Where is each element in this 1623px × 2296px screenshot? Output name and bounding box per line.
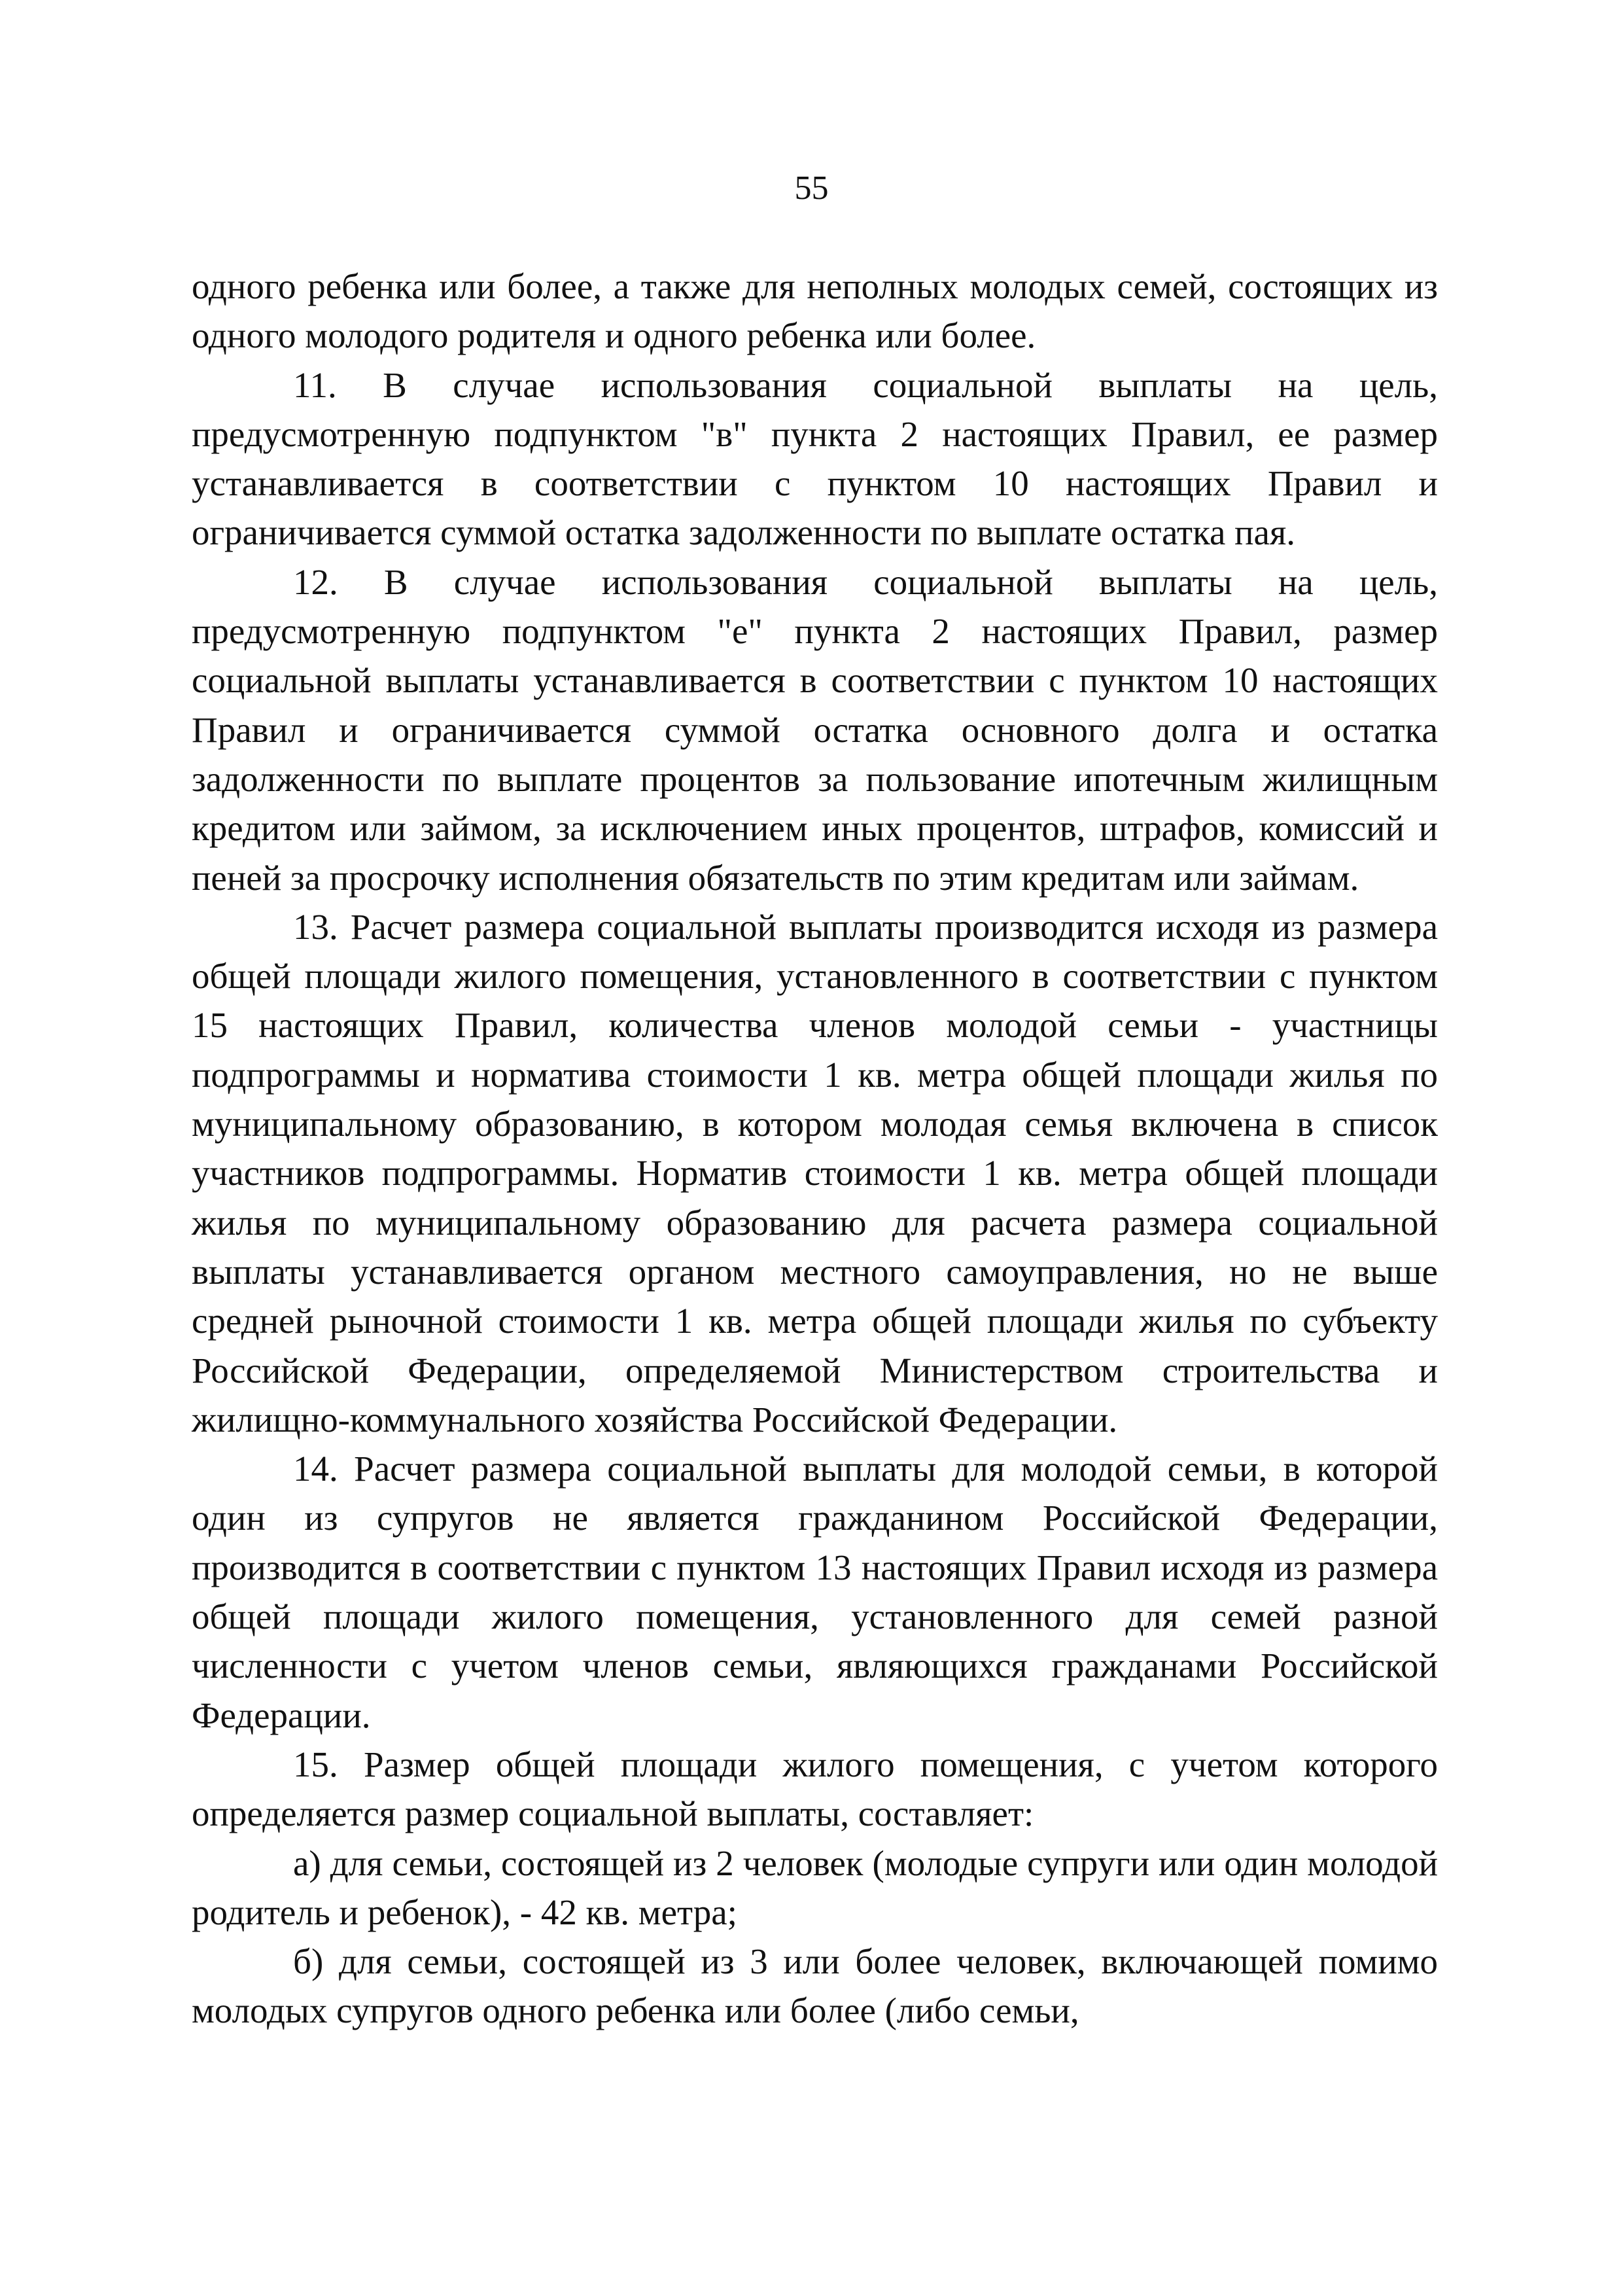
- paragraph-item-15: 15. Размер общей площади жилого помещения, с учетом которого определяется размер социальной выплаты, составляет:: [192, 1744, 1438, 1834]
- document-body: [192, 262, 1438, 2036]
- paragraph-item-14: 14. Расчет размера социальной выплаты для молодой семьи, в которой один из супругов не является гражданином Российской Федерации, производится в соответствии с пунктом 13 настоящих Правил исходя из размера общей площади жилого помещения, установленного для семей разной численности с учетом членов семьи, являющихся гражданами Российской Федерации.: [192, 1449, 1438, 1735]
- paragraph-item-11: 11. В случае использования социальной выплаты на цель, предусмотренную подпунктом "в" пункта 2 настоящих Правил, ее размер устанавливается в соответствии с пунктом 10 настоящих Правил и ограничивается суммой остатка задолженности по выплате остатка пая.: [192, 364, 1438, 553]
- paragraph-item-12: 12. В случае использования социальной выплаты на цель, предусмотренную подпунктом "е" пункта 2 настоящих Правил, размер социальной выплаты устанавливается в соответствии с пунктом 10 настоящих Правил и ограничивается суммой остатка основного долга и остатка задолженности по выплате процентов за пользование ипотечным жилищным кредитом или займом, за исключением иных процентов, штрафов, комиссий и пеней за просрочку исполнения обязательств по этим кредитам или займам.: [192, 561, 1438, 898]
- paragraph-continuation: одного ребенка или более, а также для неполных молодых семей, состоящих из одного молодого родителя и одного ребенка или более.: [192, 266, 1438, 356]
- page-number: 55: [794, 169, 829, 207]
- paragraph-subitem-b: б) для семьи, состоящей из 3 или более человек, включающей помимо молодых супругов одного ребенка или более (либо семьи,: [192, 1941, 1438, 2031]
- paragraph-subitem-a: а) для семьи, состоящей из 2 человек (молодые супруги или один молодой родитель и ребенок), - 42 кв. метра;: [192, 1843, 1438, 1932]
- paragraph-item-13: 13. Расчет размера социальной выплаты производится исходя из размера общей площади жилого помещения, установленного в соответствии с пунктом 15 настоящих Правил, количества членов молодой семьи - участницы подпрограммы и норматива стоимости 1 кв. метра общей площади жилья по муниципальному образованию, в котором молодая семья включена в список участников подпрограммы. Норматив стоимости 1 кв. метра общей площади жилья по муниципальному образованию для расчета размера социальной выплаты устанавливается органом местного самоуправления, но не выше средней рыночной стоимости 1 кв. метра общей площади жилья по субъекту Российской Федерации, определяемой Министерством строительства и жилищно-коммунального хозяйства Российской Федерации.: [192, 906, 1438, 1439]
